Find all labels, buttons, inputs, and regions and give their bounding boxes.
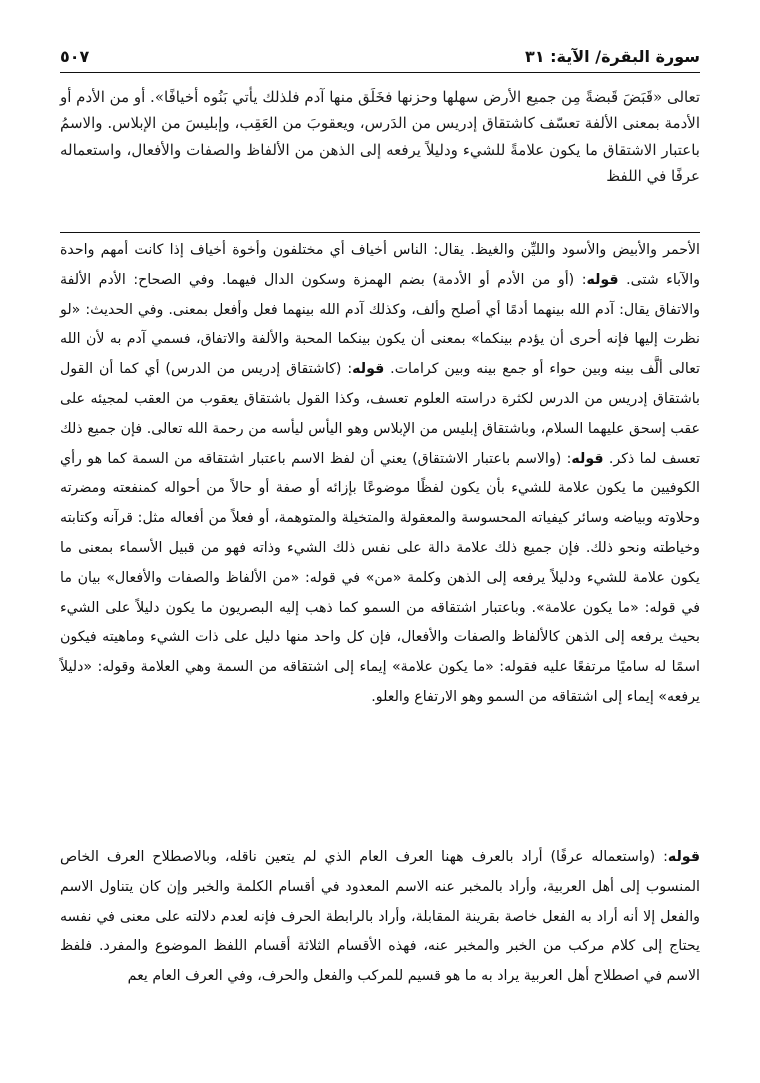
running-title: سورة البقرة/ الآية: ٣١ [525,47,700,66]
commentary-paragraph [60,843,700,992]
keyword-qawluh: قوله [571,450,604,467]
section-divider [60,232,700,233]
keyword-qawluh: قوله [667,849,700,865]
commentary-section-2 [60,843,700,992]
keyword-qawluh: قوله [586,271,619,288]
commentary-text: : (واستعماله عرفًا) أراد بالعرف ههنا العرف العام الذي لم يتعين ناقله، وبالاصطلاح العرف الخاص المنسوب إلى أهل العربية، وأراد بالمخبر عنه الاسم المعدود في أقسام الكلمة والخبر وإن كان يتناول الاسم والفعل إلا أنه أراد به الفعل خاصة بقرينة المقابلة، وأراد بالرابطة الحرف فإنه لعدم دلالته على معنى في نفسه يحتاج إلى كلام مركب من الخبر والمخبر عنه، فهذه الأقسام الثلاثة أقسام اللفظ الموضوع والمفرد. فلفظ الاسم في اصطلاح أهل العربية يراد به ما هو قسيم للمركب والفعل والحرف، وفي العرف العام يعم [60,849,700,985]
page-header [60,38,700,66]
commentary-section [60,236,700,713]
main-text-paragraph: تعالى «قَبَضَ قَبضةً مِن جميع الأرض سهلها وحزنها فخَلَق منها آدم فلذلك يأتي بَنُوه أخيافًا». أو من الأدم أو الأدمة بمعنى الألفة تعسّف كاشتقاق إدريس من الدَرس، ويعقوبَ من العَقِب، وإبليسَ من الإبلاس. والاسمُ باعتبار الاشتقاق ما يكون علامةً للشيء ودليلاً يرفعه إلى الذهن من الألفاظ والصفات والأفعال، واستعماله عرفًا في اللفظ [60,88,700,185]
header-rule [60,72,700,73]
commentary-paragraph [60,236,700,713]
commentary-text: : (كاشتقاق إدريس من الدرس) أي كما أن القول باشتقاق إدريس من الدرس لكثرة دراسته العلوم تعسف، وكذا القول باشتقاق يعقوب من العقب لمجيئه على عقب إسحق عليهما السلام، وباشتقاق إبليس من الإبلاس وهو اليأس ليأسه من رحمة الله تعالى. فإن جميع ذلك تعسف لما ذكر. [60,361,700,467]
commentary-text: الأحمر والأبيض والأسود والليِّن والغيظ. يقال: الناس أخياف أي مختلفون وأخوة أخياف إذا كانت أمهم واحدة والآباء شتى. [60,242,700,288]
keyword-qawluh: قوله [352,361,385,378]
commentary-text: : (أو من الأدم أو الأدمة) بضم الهمزة وسكون الدال فيهما. وفي الصحاح: الأدم الألفة والاتفاق يقال: آدم الله بينهما أدمًا أي أصلح وألف، وكذلك آدم الله بينهما فعل وأفعل بمعنى. وفي الحديث: «لو نظرت إليها فإنه أحرى أن يؤدم بينكما» بمعنى أن يكون بينكما المحبة والألفة والاتفاق، فسمي آدم به لأن الله تعالى ألَّف بينه وبين حواء أو جمع بينه وبين كرامات. [60,271,700,378]
main-text [60,84,700,189]
page-number: ٥٠٧ [60,47,90,66]
commentary-text: : (والاسم باعتبار الاشتقاق) يعني أن لفظ الاسم باعتبار اشتقاقه من السمة كما هو رأي الكوفيين ما يكون علامة للشيء بأن يكون لفظًا موضوعًا بإزائه أو صفة أو حالاً من أحواله كمنفعته ومضرته وحلاوته وبياضه وسائر كيفياته المحسوسة والمعقولة والمتخيلة والمتوهمة، أو فعلاً من أفعاله مثل: قرآنه وكتابته وخياطته ونحو ذلك. فإن جميع ذلك علامة دالة على نفس ذلك الشيء وذاته فهو من قبيل الأسماء بمعنى ما يكون علامة للشيء ودليلاً يرفعه إلى الذهن وكلمة «من» في قوله: «من الألفاظ والصفات والأفعال» بيان ما في قوله: «ما يكون علامة». وباعتبار اشتقاقه من السمو كما ذهب إليه البصريون ما يكون دليلاً على الشيء بحيث يرفعه إلى الذهن كالألفاظ والصفات والأفعال، فإن كل واحد منها دليل على ذات الشيء وماهيته فيكون اسمًا له ساميًا مرتفعًا عليه فقوله: «ما يكون علامة» إيماء إلى اشتقاقه من السمة وهي العلامة وقوله: «دليلاً يرفعه» إيماء إلى اشتقاقه من السمو وهو الارتفاع والعلو. [60,450,700,705]
